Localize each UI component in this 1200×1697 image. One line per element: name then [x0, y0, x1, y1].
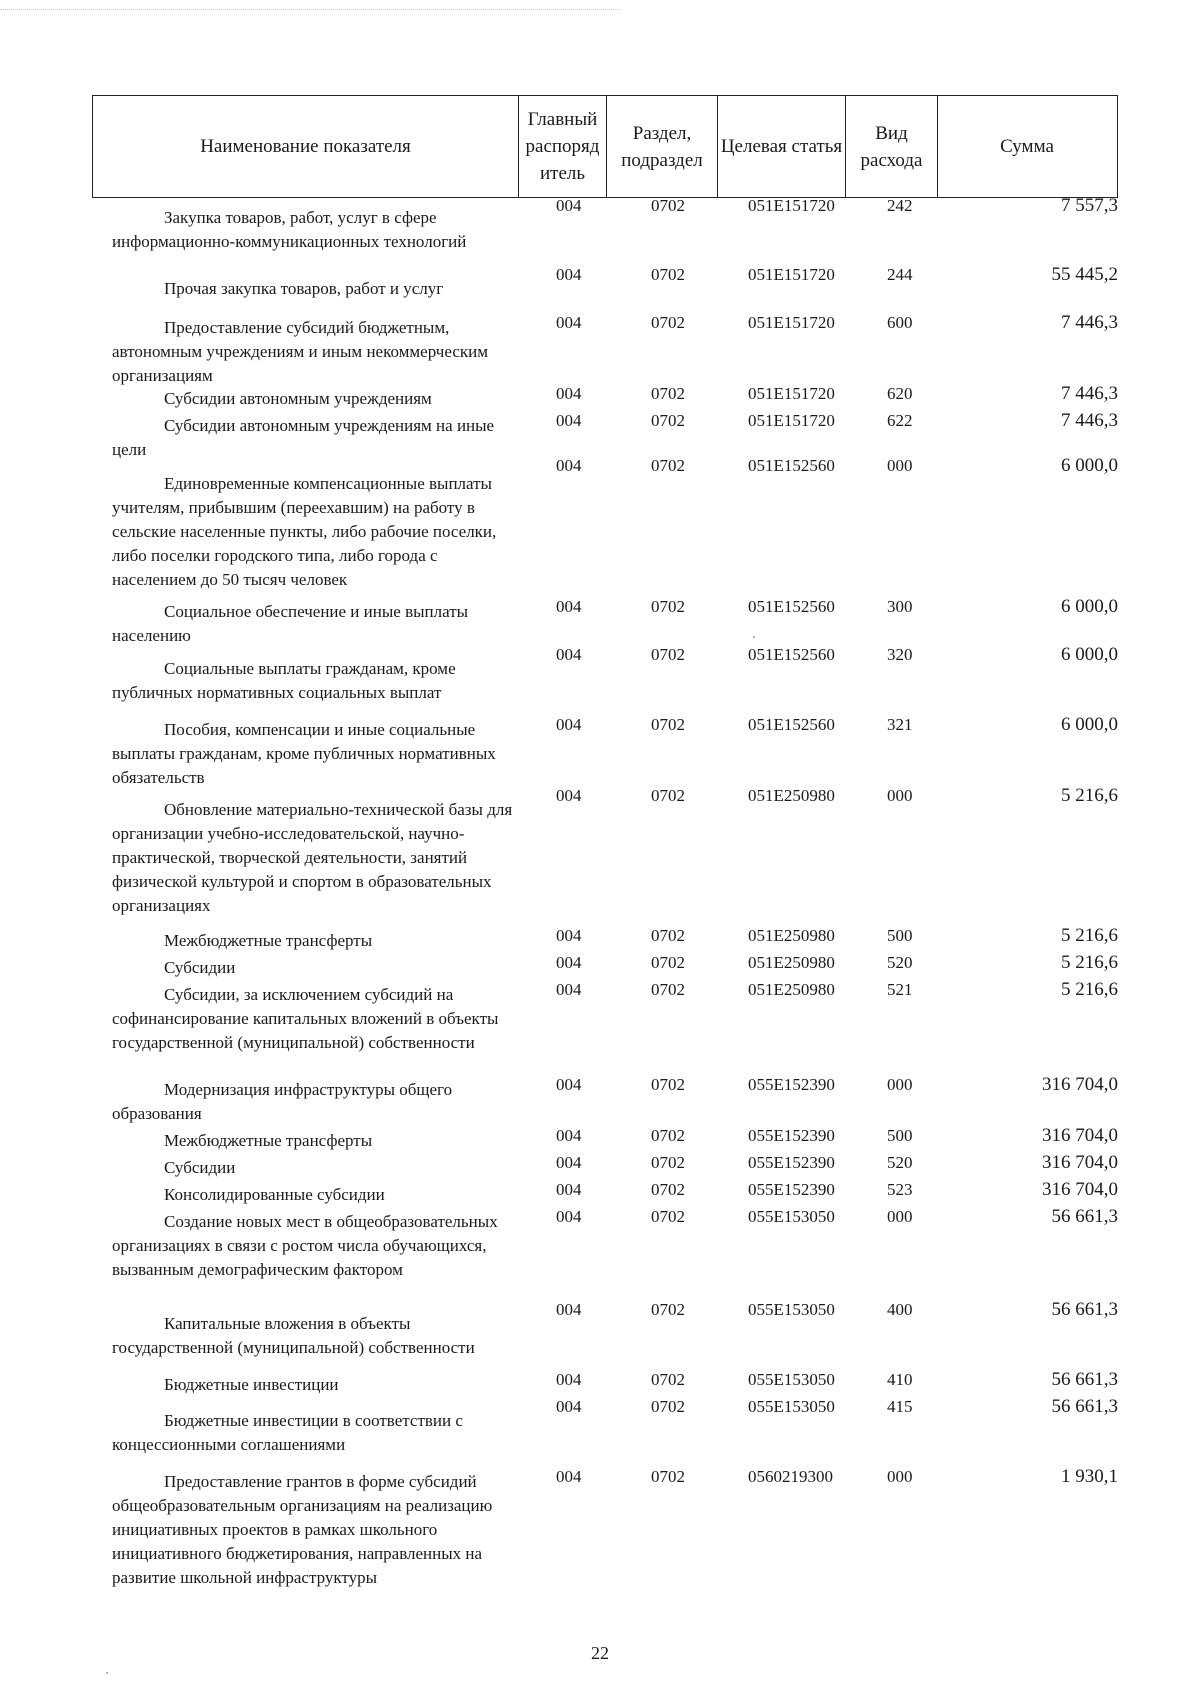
- row-vr: 000: [887, 1207, 913, 1226]
- row-razdel: 0702: [651, 1207, 685, 1226]
- row-sum: 56 661,3: [1051, 1206, 1118, 1227]
- row-grbs: 004: [556, 1153, 582, 1172]
- row-vr: 400: [887, 1300, 913, 1319]
- row-grbs: 004: [556, 456, 582, 475]
- row-cs: 051E152560: [748, 456, 835, 475]
- row-razdel: 0702: [651, 456, 685, 475]
- row-sum: 5 216,6: [1061, 785, 1118, 806]
- row-name: Пособия, компенсации и иные социальные выплаты гражданам, кроме публичных нормативных обязательств: [112, 720, 496, 787]
- row-sum: 7 446,3: [1061, 312, 1118, 333]
- row-razdel: 0702: [651, 1370, 685, 1389]
- row-sum: 316 704,0: [1042, 1179, 1118, 1200]
- row-vr: 523: [887, 1180, 913, 1199]
- row-vr: 520: [887, 953, 913, 972]
- row-vr: 520: [887, 1153, 913, 1172]
- row-razdel: 0702: [651, 1467, 685, 1486]
- row-name: Закупка товаров, работ, услуг в сфере информационно-коммуникационных технологий: [112, 208, 467, 251]
- row-name: Прочая закупка товаров, работ и услуг: [164, 279, 444, 298]
- row-name: Капитальные вложения в объекты государственной (муниципальной) собственности: [112, 1314, 475, 1357]
- row-razdel: 0702: [651, 196, 685, 215]
- row-name: Субсидии автономным учреждениям: [164, 389, 432, 408]
- row-cs: 051E152560: [748, 597, 835, 616]
- row-cs: 055E153050: [748, 1397, 835, 1416]
- row-name: Субсидии: [164, 1158, 236, 1177]
- row-vr: 410: [887, 1370, 913, 1389]
- row-vr: 415: [887, 1397, 913, 1416]
- row-cs: 051E250980: [748, 980, 835, 999]
- header-vr: Вид расхода: [846, 96, 938, 197]
- row-sum: 7 446,3: [1061, 410, 1118, 431]
- row-razdel: 0702: [651, 265, 685, 284]
- row-name: Предоставление грантов в форме субсидий общеобразовательным организациям на реализацию инициативных проектов в рамках школьного инициативного бюджетирования, направленных на развитие школьной инфраструктуры: [112, 1472, 493, 1587]
- row-razdel: 0702: [651, 597, 685, 616]
- header-razdel: Раздел, подраздел: [607, 96, 718, 197]
- row-cs: 051E151720: [748, 384, 835, 403]
- row-cs: 055E152390: [748, 1180, 835, 1199]
- row-grbs: 004: [556, 926, 582, 945]
- row-grbs: 004: [556, 411, 582, 430]
- row-name: Модернизация инфраструктуры общего образования: [112, 1080, 453, 1123]
- row-vr: 600: [887, 313, 913, 332]
- row-cs: 055E153050: [748, 1207, 835, 1226]
- row-grbs: 004: [556, 597, 582, 616]
- row-grbs: 004: [556, 953, 582, 972]
- row-name: Бюджетные инвестиции: [164, 1375, 339, 1394]
- header-cs: Целевая статья: [718, 96, 846, 197]
- row-cs: 051E151720: [748, 313, 835, 332]
- row-vr: 000: [887, 1075, 913, 1094]
- row-razdel: 0702: [651, 313, 685, 332]
- row-name: Межбюджетные трансферты: [164, 931, 373, 950]
- row-sum: 56 661,3: [1051, 1396, 1118, 1417]
- row-grbs: 004: [556, 1370, 582, 1389]
- row-vr: 320: [887, 645, 913, 664]
- row-cs: 055E152390: [748, 1075, 835, 1094]
- row-cs: 055E153050: [748, 1370, 835, 1389]
- row-vr: 500: [887, 926, 913, 945]
- row-name: Субсидии автономным учреждениям на иные цели: [112, 416, 495, 459]
- row-cs: 051E250980: [748, 926, 835, 945]
- row-name: Субсидии: [164, 958, 236, 977]
- row-sum: 6 000,0: [1061, 455, 1118, 476]
- row-razdel: 0702: [651, 926, 685, 945]
- row-grbs: 004: [556, 1207, 582, 1226]
- row-vr: 244: [887, 265, 913, 284]
- row-grbs: 004: [556, 645, 582, 664]
- row-sum: 56 661,3: [1051, 1369, 1118, 1390]
- row-grbs: 004: [556, 715, 582, 734]
- row-sum: 6 000,0: [1061, 596, 1118, 617]
- row-cs: 055E153050: [748, 1300, 835, 1319]
- row-razdel: 0702: [651, 980, 685, 999]
- header-sum: Сумма: [1000, 136, 1054, 157]
- header-grbs: Главный распоряд итель: [519, 96, 607, 197]
- row-name: Межбюджетные трансферты: [164, 1131, 373, 1150]
- row-sum: 55 445,2: [1051, 264, 1118, 285]
- row-razdel: 0702: [651, 1300, 685, 1319]
- row-name: Создание новых мест в общеобразовательных организациях в связи с ростом числа обучающихся, вызванным демографическим фактором: [112, 1212, 498, 1279]
- scan-speck: [753, 636, 755, 638]
- row-grbs: 004: [556, 313, 582, 332]
- row-sum: 1 930,1: [1061, 1466, 1118, 1487]
- row-cs: 0560219300: [748, 1467, 833, 1486]
- row-vr: 242: [887, 196, 913, 215]
- row-vr: 622: [887, 411, 913, 430]
- row-sum: 316 704,0: [1042, 1125, 1118, 1146]
- row-sum: 6 000,0: [1061, 714, 1118, 735]
- row-razdel: 0702: [651, 1075, 685, 1094]
- row-vr: 500: [887, 1126, 913, 1145]
- row-razdel: 0702: [651, 1397, 685, 1416]
- row-sum: 5 216,6: [1061, 952, 1118, 973]
- row-sum: 7 557,3: [1061, 195, 1118, 216]
- row-cs: 055E152390: [748, 1126, 835, 1145]
- row-sum: 5 216,6: [1061, 925, 1118, 946]
- row-sum: 6 000,0: [1061, 644, 1118, 665]
- row-razdel: 0702: [651, 411, 685, 430]
- row-grbs: 004: [556, 786, 582, 805]
- row-cs: 051E151720: [748, 196, 835, 215]
- row-sum: 7 446,3: [1061, 383, 1118, 404]
- row-sum: 316 704,0: [1042, 1152, 1118, 1173]
- row-grbs: 004: [556, 1467, 582, 1486]
- row-cs: 055E152390: [748, 1153, 835, 1172]
- row-grbs: 004: [556, 1180, 582, 1199]
- row-name: Социальное обеспечение и иные выплаты населению: [112, 602, 469, 645]
- row-cs: 051E152560: [748, 645, 835, 664]
- row-vr: 321: [887, 715, 913, 734]
- row-sum: 316 704,0: [1042, 1074, 1118, 1095]
- row-sum: 56 661,3: [1051, 1299, 1118, 1320]
- row-razdel: 0702: [651, 1153, 685, 1172]
- row-grbs: 004: [556, 980, 582, 999]
- scan-speck: [106, 1672, 108, 1674]
- row-razdel: 0702: [651, 1126, 685, 1145]
- row-cs: 051E250980: [748, 953, 835, 972]
- row-razdel: 0702: [651, 953, 685, 972]
- row-name: Бюджетные инвестиции в соответствии с концессионными соглашениями: [112, 1411, 463, 1454]
- row-name: Обновление материально-технической базы для организации учебно-исследовательской, научно-практической, творческой деятельности, занятий физической культурой и спортом в образовательных организациях: [112, 800, 513, 915]
- page-number: 22: [591, 1643, 609, 1663]
- header-name: Наименование показателя: [93, 96, 519, 197]
- row-vr: 300: [887, 597, 913, 616]
- row-cs: 051E152560: [748, 715, 835, 734]
- row-grbs: 004: [556, 1075, 582, 1094]
- row-razdel: 0702: [651, 645, 685, 664]
- row-vr: 521: [887, 980, 913, 999]
- row-name: Консолидированные субсидии: [164, 1185, 385, 1204]
- row-grbs: 004: [556, 265, 582, 284]
- row-grbs: 004: [556, 1300, 582, 1319]
- row-sum: 5 216,6: [1061, 979, 1118, 1000]
- row-name: Единовременные компенсационные выплаты учителям, прибывшим (переехавшим) на работу в сельские населенные пункты, либо рабочие поселки, либо поселки городского типа, либо города с населением до 50 тысяч человек: [112, 474, 497, 589]
- row-cs: 051E151720: [748, 265, 835, 284]
- row-grbs: 004: [556, 1126, 582, 1145]
- row-razdel: 0702: [651, 1180, 685, 1199]
- row-razdel: 0702: [651, 715, 685, 734]
- row-vr: 000: [887, 786, 913, 805]
- row-cs: 051E151720: [748, 411, 835, 430]
- row-vr: 000: [887, 456, 913, 475]
- row-grbs: 004: [556, 196, 582, 215]
- row-vr: 000: [887, 1467, 913, 1486]
- row-razdel: 0702: [651, 384, 685, 403]
- row-razdel: 0702: [651, 786, 685, 805]
- row-grbs: 004: [556, 384, 582, 403]
- row-grbs: 004: [556, 1397, 582, 1416]
- row-name: Предоставление субсидий бюджетным, автономным учреждениям и иным некоммерческим организациям: [112, 318, 488, 385]
- row-name: Субсидии, за исключением субсидий на софинансирование капитальных вложений в объекты государственной (муниципальной) собственности: [112, 985, 499, 1052]
- row-name: Социальные выплаты гражданам, кроме публичных нормативных социальных выплат: [112, 659, 456, 702]
- row-cs: 051E250980: [748, 786, 835, 805]
- row-vr: 620: [887, 384, 913, 403]
